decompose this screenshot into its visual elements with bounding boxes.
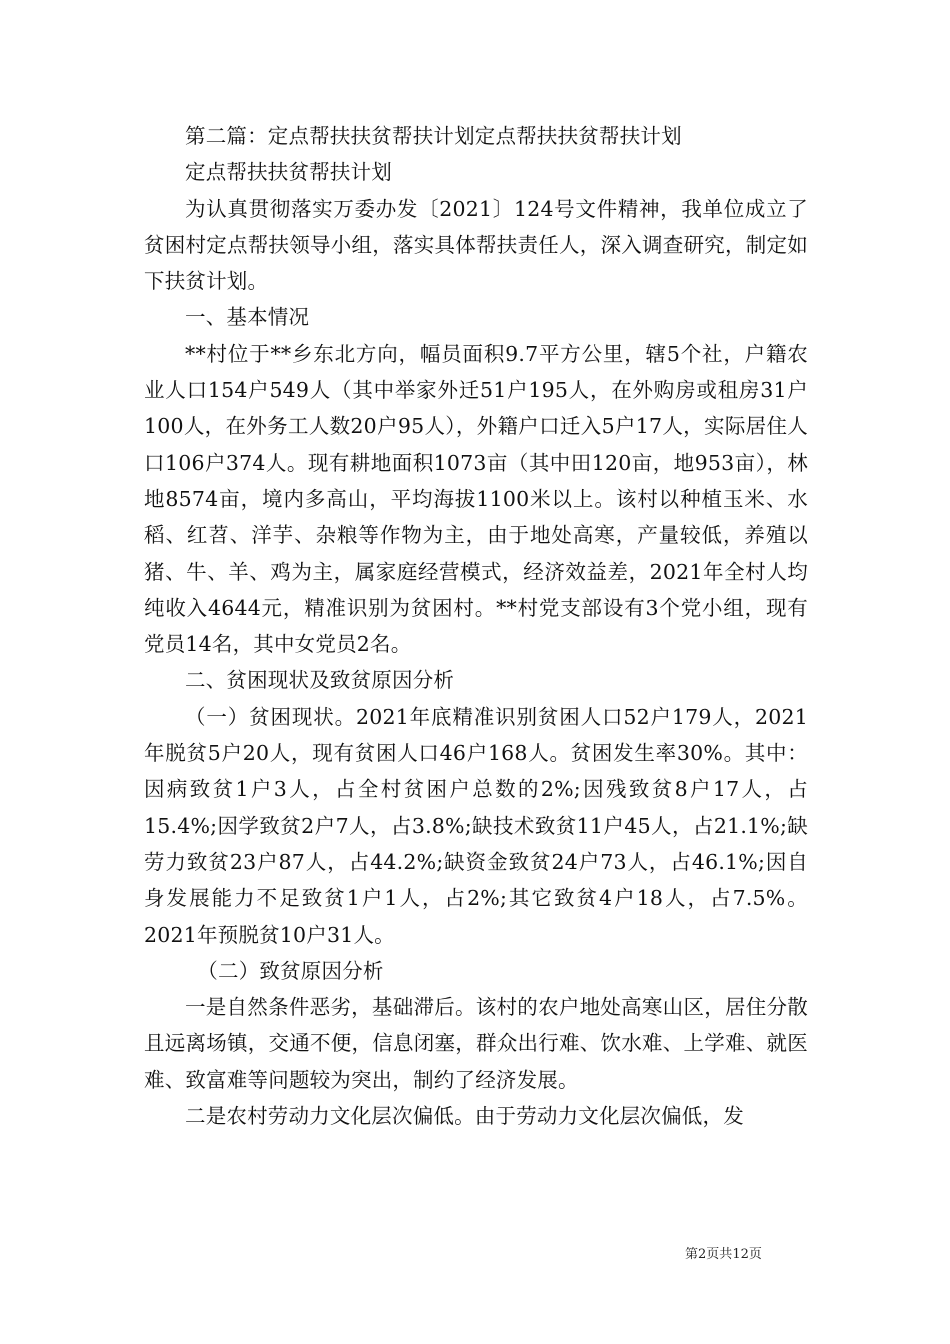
footer-current-page: 2 [698,1247,707,1262]
heading-basic-info: 一、基本情况 [185,305,310,330]
section-title: 第二篇：定点帮扶扶贫帮扶计划定点帮扶扶贫帮扶计划 [185,124,682,148]
heading-poverty-analysis: 二、贫困现状及致贫原因分析 [185,668,455,693]
cause-two-paragraph: 二是农村劳动力文化层次偏低。由于劳动力文化层次偏低，发 [185,1104,744,1129]
heading-poverty-causes: （二）致贫原因分析 [197,958,384,983]
poverty-status-paragraph: （一）贫困现状。2021年底精准识别贫困人口52户179人，2021年脱贫5户20人，现有贫困人口46户168人。贫困发生率30%。其中：因病致贫1户3人，占全村贫困户总数的2%;因残致贫8户17人，占15.4%;因学致贫2户7人，占3.8%;缺技术致贫11户45人，占21.1%;缺劳力致贫23户87人，占44.2%;缺资金致贫24户73人，占46.1%;因自身发展能力不足致贫1户1人，占2%;其它致贫4户18人，占7.5%。2021年预脱贫10户31人。 [144,704,808,947]
basic-info-paragraph: **村位于**乡东北方向，幅员面积9.7平方公里，辖5个社，户籍农业人口154户549人（其中举家外迁51户195人，在外购房或租房31户100人，在外务工人数20户95人），外籍户口迁入5户17人，实际居住人口106户374人。现有耕地面积1073亩（其中田120亩，地953亩），林地8574亩，境内多高山，平均海拔1100米以上。该村以种植玉米、水稻、红苕、洋芋、杂粮等作物为主，由于地处高寒，产量较低，养殖以猪、牛、羊、鸡为主，属家庭经营模式，经济效益差，2021年全村人均纯收入4644元，精准识别为贫困村。**村党支部设有3个党小组，现有党员14名，其中女党员2名。 [144,341,808,657]
footer-middle: 页共 [706,1247,733,1262]
footer-suffix: 页 [748,1247,762,1262]
page-number-footer [685,1245,815,1265]
plan-subtitle: 定点帮扶扶贫帮扶计划 [185,160,392,185]
footer-total-pages: 12 [732,1247,749,1262]
document-body [144,118,808,1134]
footer-prefix: 第 [685,1247,699,1262]
intro-paragraph: 为认真贯彻落实万委办发〔2021〕124号文件精神，我单位成立了贫困村定点帮扶领导小组，落实具体帮扶责任人，深入调查研究，制定如下扶贫计划。 [144,196,808,294]
cause-one-paragraph: 一是自然条件恶劣，基础滞后。该村的农户地处高寒山区，居住分散且远离场镇，交通不便，信息闭塞，群众出行难、饮水难、上学难、就医难、致富难等问题较为突出，制约了经济发展。 [144,995,808,1092]
